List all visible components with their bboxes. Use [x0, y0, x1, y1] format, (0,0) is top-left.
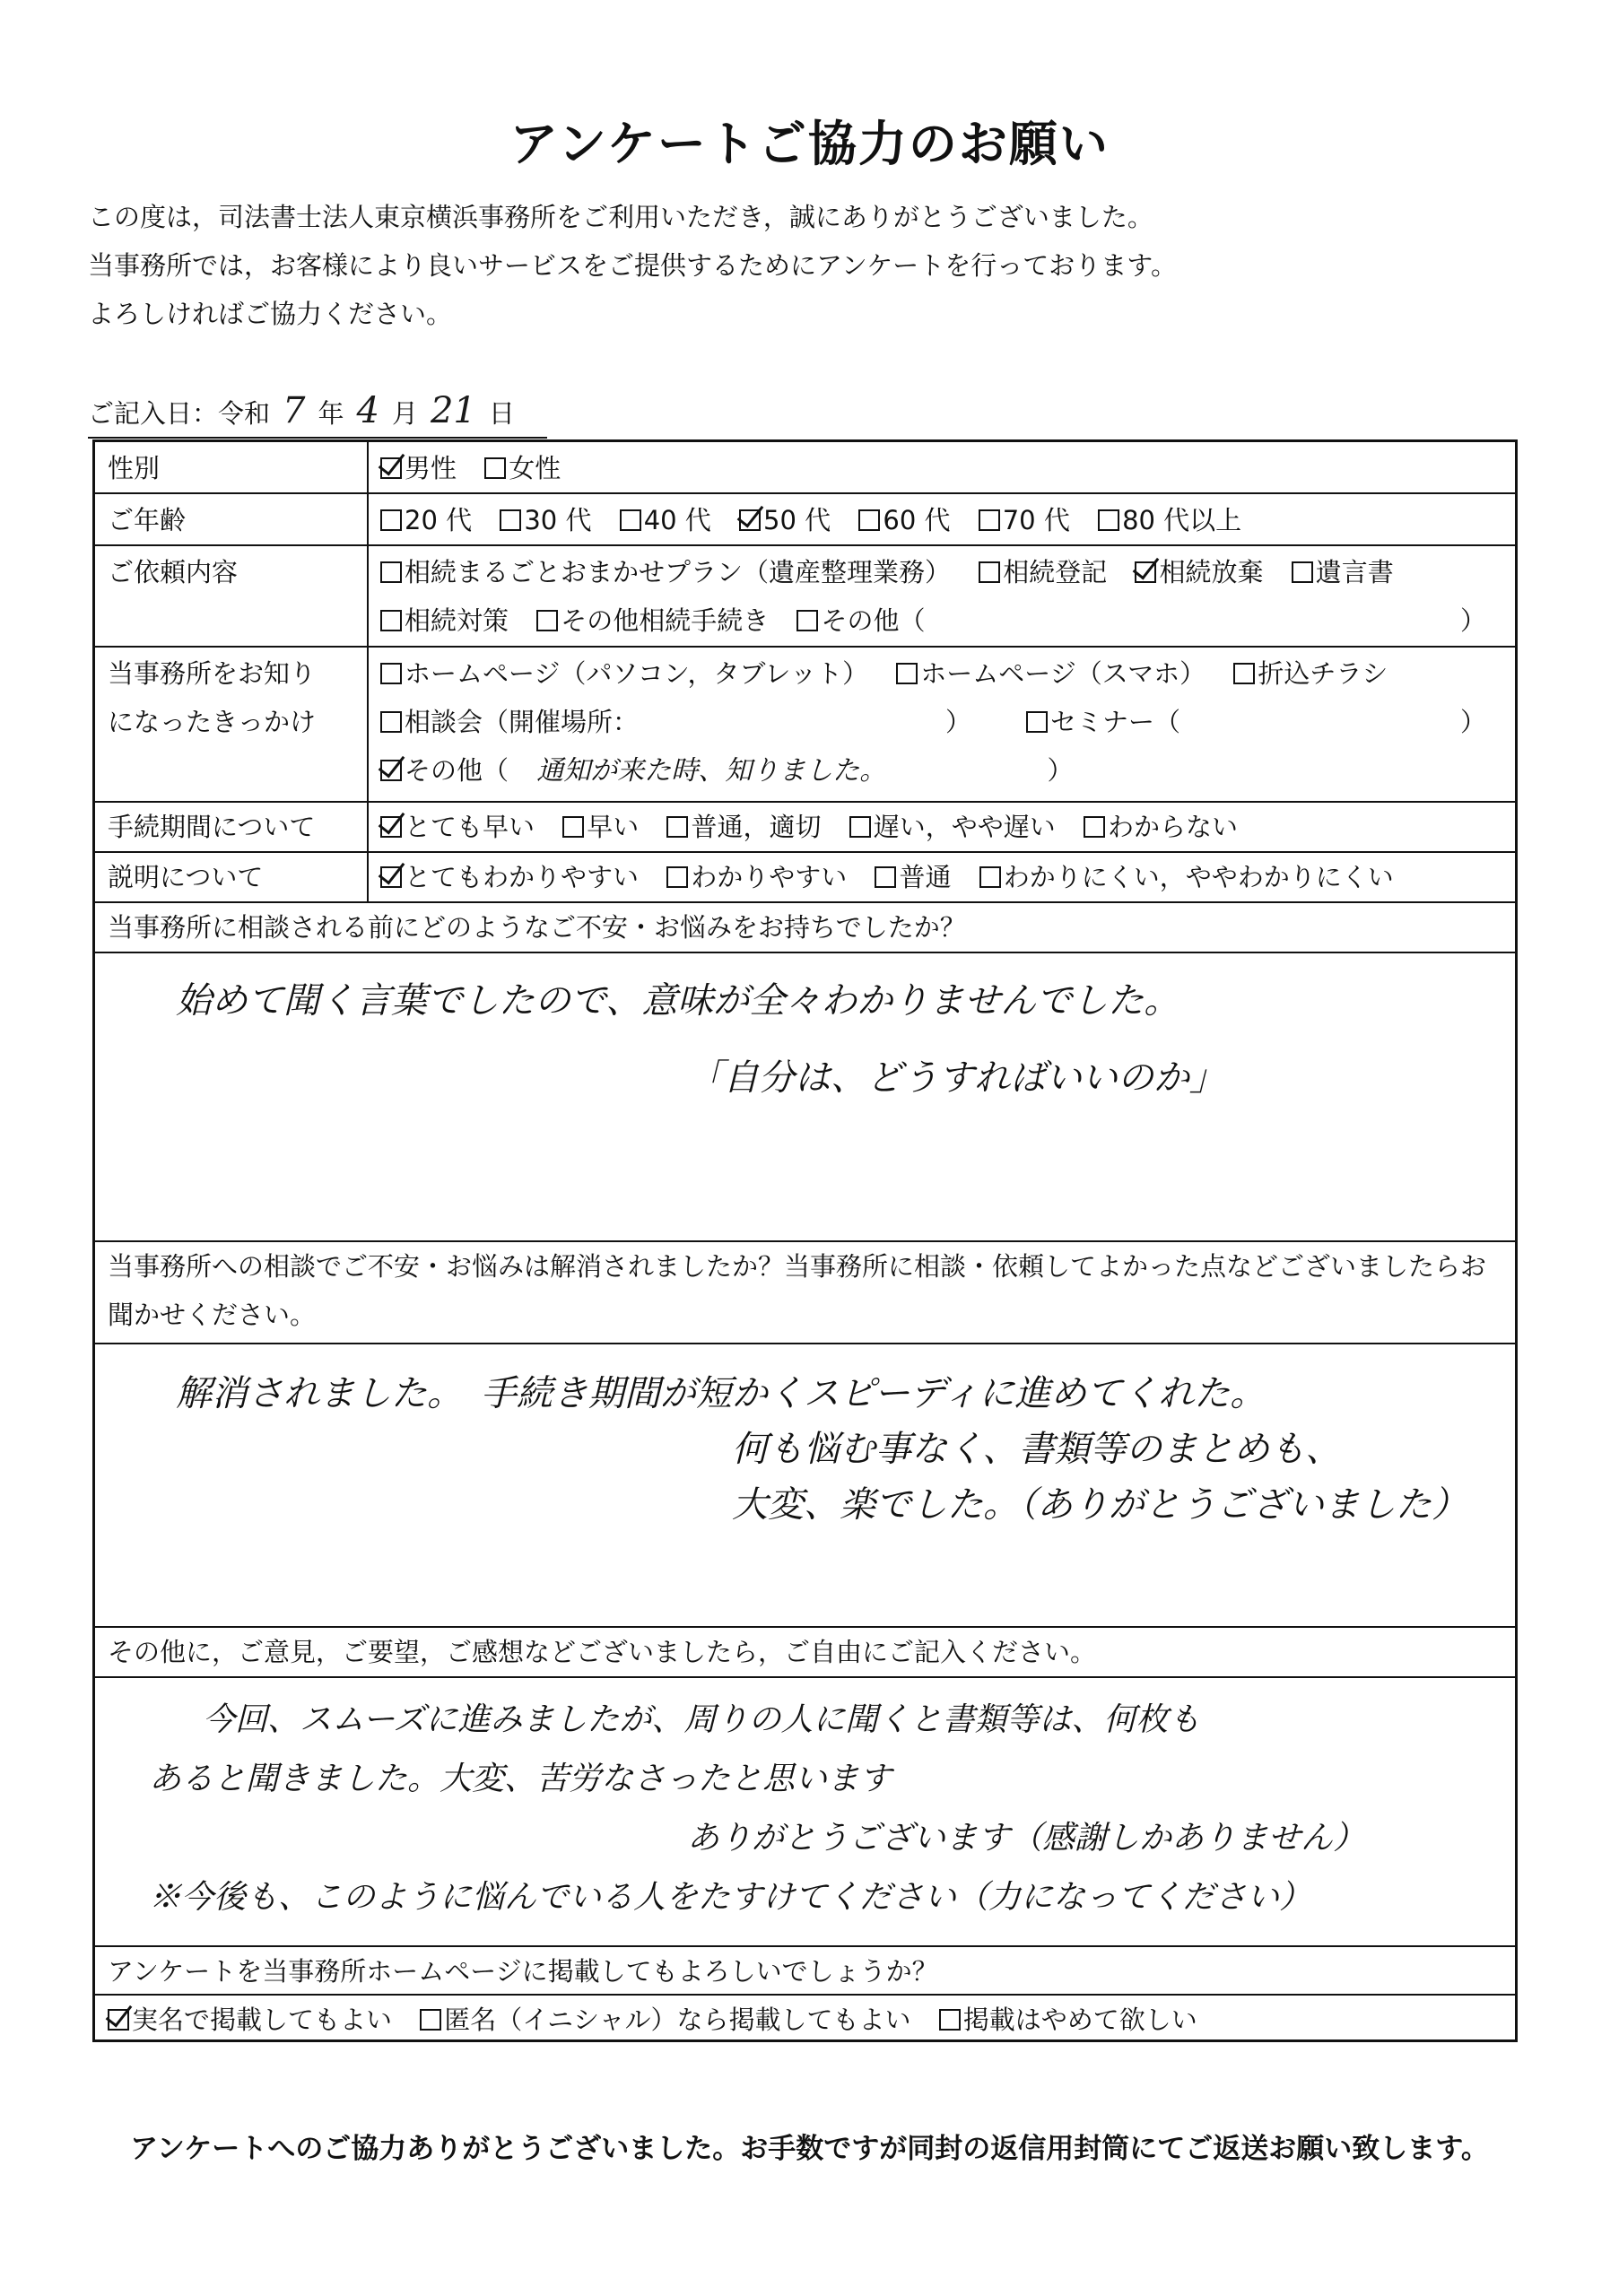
age-options: [380, 494, 1506, 544]
q2-answer[interactable]: 解消されました。 手続き期間が短かくスピーディに進めてくれた。 何も悩む事なく、書類等のまとめも、 大変、楽でした。（ありがとうございました）: [176, 1373, 1467, 1526]
q1-answer[interactable]: 始めて聞く言葉でしたので、意味が全々わかりませんでした。 「自分は、どうすればいいのか」: [176, 980, 1225, 1099]
label-age: ご年齢: [95, 494, 369, 544]
row-publish-options: [95, 1996, 1515, 2042]
checkbox[interactable]: [380, 663, 402, 684]
option-age[interactable]: 50 代: [739, 496, 831, 544]
checkbox[interactable]: [858, 509, 880, 531]
checkbox[interactable]: [939, 2009, 961, 2031]
checkbox[interactable]: [849, 816, 871, 838]
bracket-close: ）: [1459, 605, 1486, 636]
option-request[interactable]: 遺言書: [1292, 548, 1394, 596]
option-seminar[interactable]: セミナー（: [1026, 698, 1180, 746]
source-other-note[interactable]: 通知が来た時、知りました。: [536, 755, 887, 787]
option-explanation[interactable]: わかりにくい，ややわかりにくい: [979, 853, 1394, 901]
q2-question: 当事務所への相談でご不安・お悩みは解消されましたか？当事務所に相談・依頼してよかった点などございましたらお聞かせください。: [108, 1251, 1487, 1330]
checkbox-checked[interactable]: [380, 866, 402, 888]
checkbox[interactable]: [875, 866, 896, 888]
checkbox[interactable]: [380, 711, 402, 733]
q3-answer[interactable]: 今回、スムーズに進みましたが、周りの人に聞くと書類等は、何枚も あると聞きました。大変、苦労なさったと思います ありがとうございます（感謝しかありません） ※今後も、このように悩んでいる人をたすけてください（力になってください）: [149, 1701, 1366, 1916]
bracket-close: ）: [1459, 707, 1486, 737]
date-month[interactable]: 4: [356, 390, 379, 431]
request-options: [380, 546, 1506, 645]
checkbox[interactable]: [666, 816, 688, 838]
publish-question: アンケートを当事務所ホームページに掲載してもよろしいでしょうか？: [108, 1956, 938, 1987]
label-period: 手続期間について: [95, 803, 369, 851]
option-publish[interactable]: 実名で掲載してもよい: [108, 1996, 392, 2044]
option-age[interactable]: 80 代以上: [1098, 496, 1241, 544]
option-explanation[interactable]: とてもわかりやすい: [380, 853, 639, 901]
label-explanation: 説明について: [95, 853, 369, 901]
option-request[interactable]: 相続まるごとおまかせプラン（遺産整理業務）: [380, 548, 951, 596]
option-request-other[interactable]: その他（: [796, 596, 925, 645]
row-q1-question: [95, 903, 1515, 953]
closing-message: アンケートへのご協力ありがとうございました。お手数ですが同封の返信用封筒にてご返送お願い致します。: [130, 2133, 1489, 2165]
row-q2-question: [95, 1242, 1515, 1344]
checkbox-checked[interactable]: [108, 2009, 129, 2031]
option-age[interactable]: 30 代: [500, 496, 591, 544]
checkbox[interactable]: [500, 509, 521, 531]
checkbox[interactable]: [562, 816, 584, 838]
intro-text: [88, 193, 1177, 338]
option-period[interactable]: とても早い: [380, 803, 535, 851]
option-age[interactable]: 40 代: [620, 496, 711, 544]
checkbox[interactable]: [620, 509, 641, 531]
option-period[interactable]: 遅い，やや遅い: [849, 803, 1056, 851]
checkbox-checked[interactable]: [380, 816, 402, 838]
q1-question: 当事務所に相談される前にどのようなご不安・お悩みをお持ちでしたか？: [108, 912, 966, 943]
survey-form: [92, 439, 1518, 2042]
option-source[interactable]: ホームページ（パソコン，タブレット）: [380, 649, 868, 698]
entry-date: ご記入日：令和 7 年 4 月 21 日: [88, 390, 547, 439]
option-period[interactable]: 普通，適切: [666, 803, 821, 851]
checkbox[interactable]: [484, 457, 506, 479]
row-period: [95, 803, 1515, 853]
checkbox[interactable]: [1292, 561, 1313, 583]
intro-line: よろしければご協力ください。: [88, 299, 453, 329]
option-age[interactable]: 60 代: [858, 496, 950, 544]
label-request: ご依頼内容: [95, 546, 369, 646]
row-q3-answer: [95, 1678, 1515, 1947]
checkbox[interactable]: [1026, 711, 1048, 733]
checkbox[interactable]: [380, 610, 402, 631]
checkbox-checked[interactable]: [380, 457, 402, 479]
checkbox[interactable]: [380, 509, 402, 531]
checkbox[interactable]: [979, 509, 1000, 531]
option-source[interactable]: 相談会（開催場所：: [380, 698, 639, 746]
option-explanation[interactable]: 普通: [875, 853, 951, 901]
date-label: ご記入日：令和: [88, 398, 271, 429]
checkbox[interactable]: [380, 561, 402, 583]
option-explanation[interactable]: わかりやすい: [666, 853, 847, 901]
option-period[interactable]: 早い: [562, 803, 639, 851]
publish-options: [108, 1996, 1506, 2044]
checkbox-checked[interactable]: [739, 509, 761, 531]
source-options: [380, 648, 1506, 795]
checkbox[interactable]: [896, 663, 918, 684]
row-q3-question: [95, 1628, 1515, 1678]
checkbox[interactable]: [420, 2009, 441, 2031]
option-request[interactable]: 相続登記: [979, 548, 1107, 596]
row-q2-answer: [95, 1344, 1515, 1628]
checkbox[interactable]: [796, 610, 818, 631]
date-day[interactable]: 21: [430, 390, 476, 431]
bracket-close: ）: [945, 707, 972, 737]
option-male[interactable]: 男性: [380, 444, 457, 492]
option-publish[interactable]: 匿名（イニシャル）なら掲載してもよい: [420, 1996, 910, 2044]
option-source-other[interactable]: その他（: [380, 746, 509, 795]
label-source: 当事務所をお知り になったきっかけ: [95, 648, 369, 801]
row-request: [95, 546, 1515, 648]
row-publish-question: [95, 1947, 1515, 1996]
option-publish[interactable]: 掲載はやめて欲しい: [939, 1996, 1197, 2044]
option-request[interactable]: 相続対策: [380, 596, 509, 645]
checkbox[interactable]: [536, 610, 558, 631]
page-title: アンケートご協力のお願い: [509, 116, 1110, 172]
checkbox[interactable]: [1098, 509, 1119, 531]
q3-question: その他に，ご意見，ご要望，ご感想などございましたら，ご自由にご記入ください。: [108, 1637, 1097, 1667]
intro-line: 当事務所では，お客様により良いサービスをご提供するためにアンケートを行っております。: [88, 250, 1177, 281]
bracket-close: ）: [1047, 755, 1074, 786]
row-age: [95, 494, 1515, 546]
option-age[interactable]: 70 代: [979, 496, 1070, 544]
row-explanation: [95, 853, 1515, 903]
checkbox[interactable]: [979, 866, 1001, 888]
option-request[interactable]: 相続放棄: [1135, 548, 1263, 596]
option-source[interactable]: 折込チラシ: [1233, 649, 1388, 698]
intro-line: この度は，司法書士法人東京横浜事務所をご利用いただき，誠にありがとうございました。: [88, 202, 1153, 232]
checkbox-checked[interactable]: [380, 760, 402, 781]
row-gender: [95, 442, 1515, 494]
checkbox[interactable]: [1084, 816, 1105, 838]
option-source[interactable]: ホームページ（スマホ）: [896, 649, 1206, 698]
option-age[interactable]: 20 代: [380, 496, 472, 544]
row-source: [95, 648, 1515, 803]
option-period[interactable]: わからない: [1084, 803, 1238, 851]
explanation-options: [380, 853, 1506, 901]
checkbox[interactable]: [979, 561, 1000, 583]
checkbox-checked[interactable]: [1135, 561, 1156, 583]
date-year[interactable]: 7: [283, 390, 306, 431]
label-gender: 性別: [95, 442, 369, 492]
checkbox[interactable]: [1233, 663, 1255, 684]
period-options: [380, 803, 1506, 851]
checkbox[interactable]: [666, 866, 688, 888]
option-request[interactable]: その他相続手続き: [536, 596, 769, 645]
row-q1-answer: [95, 953, 1515, 1242]
option-female[interactable]: 女性: [484, 444, 561, 492]
gender-options: [380, 442, 1506, 492]
